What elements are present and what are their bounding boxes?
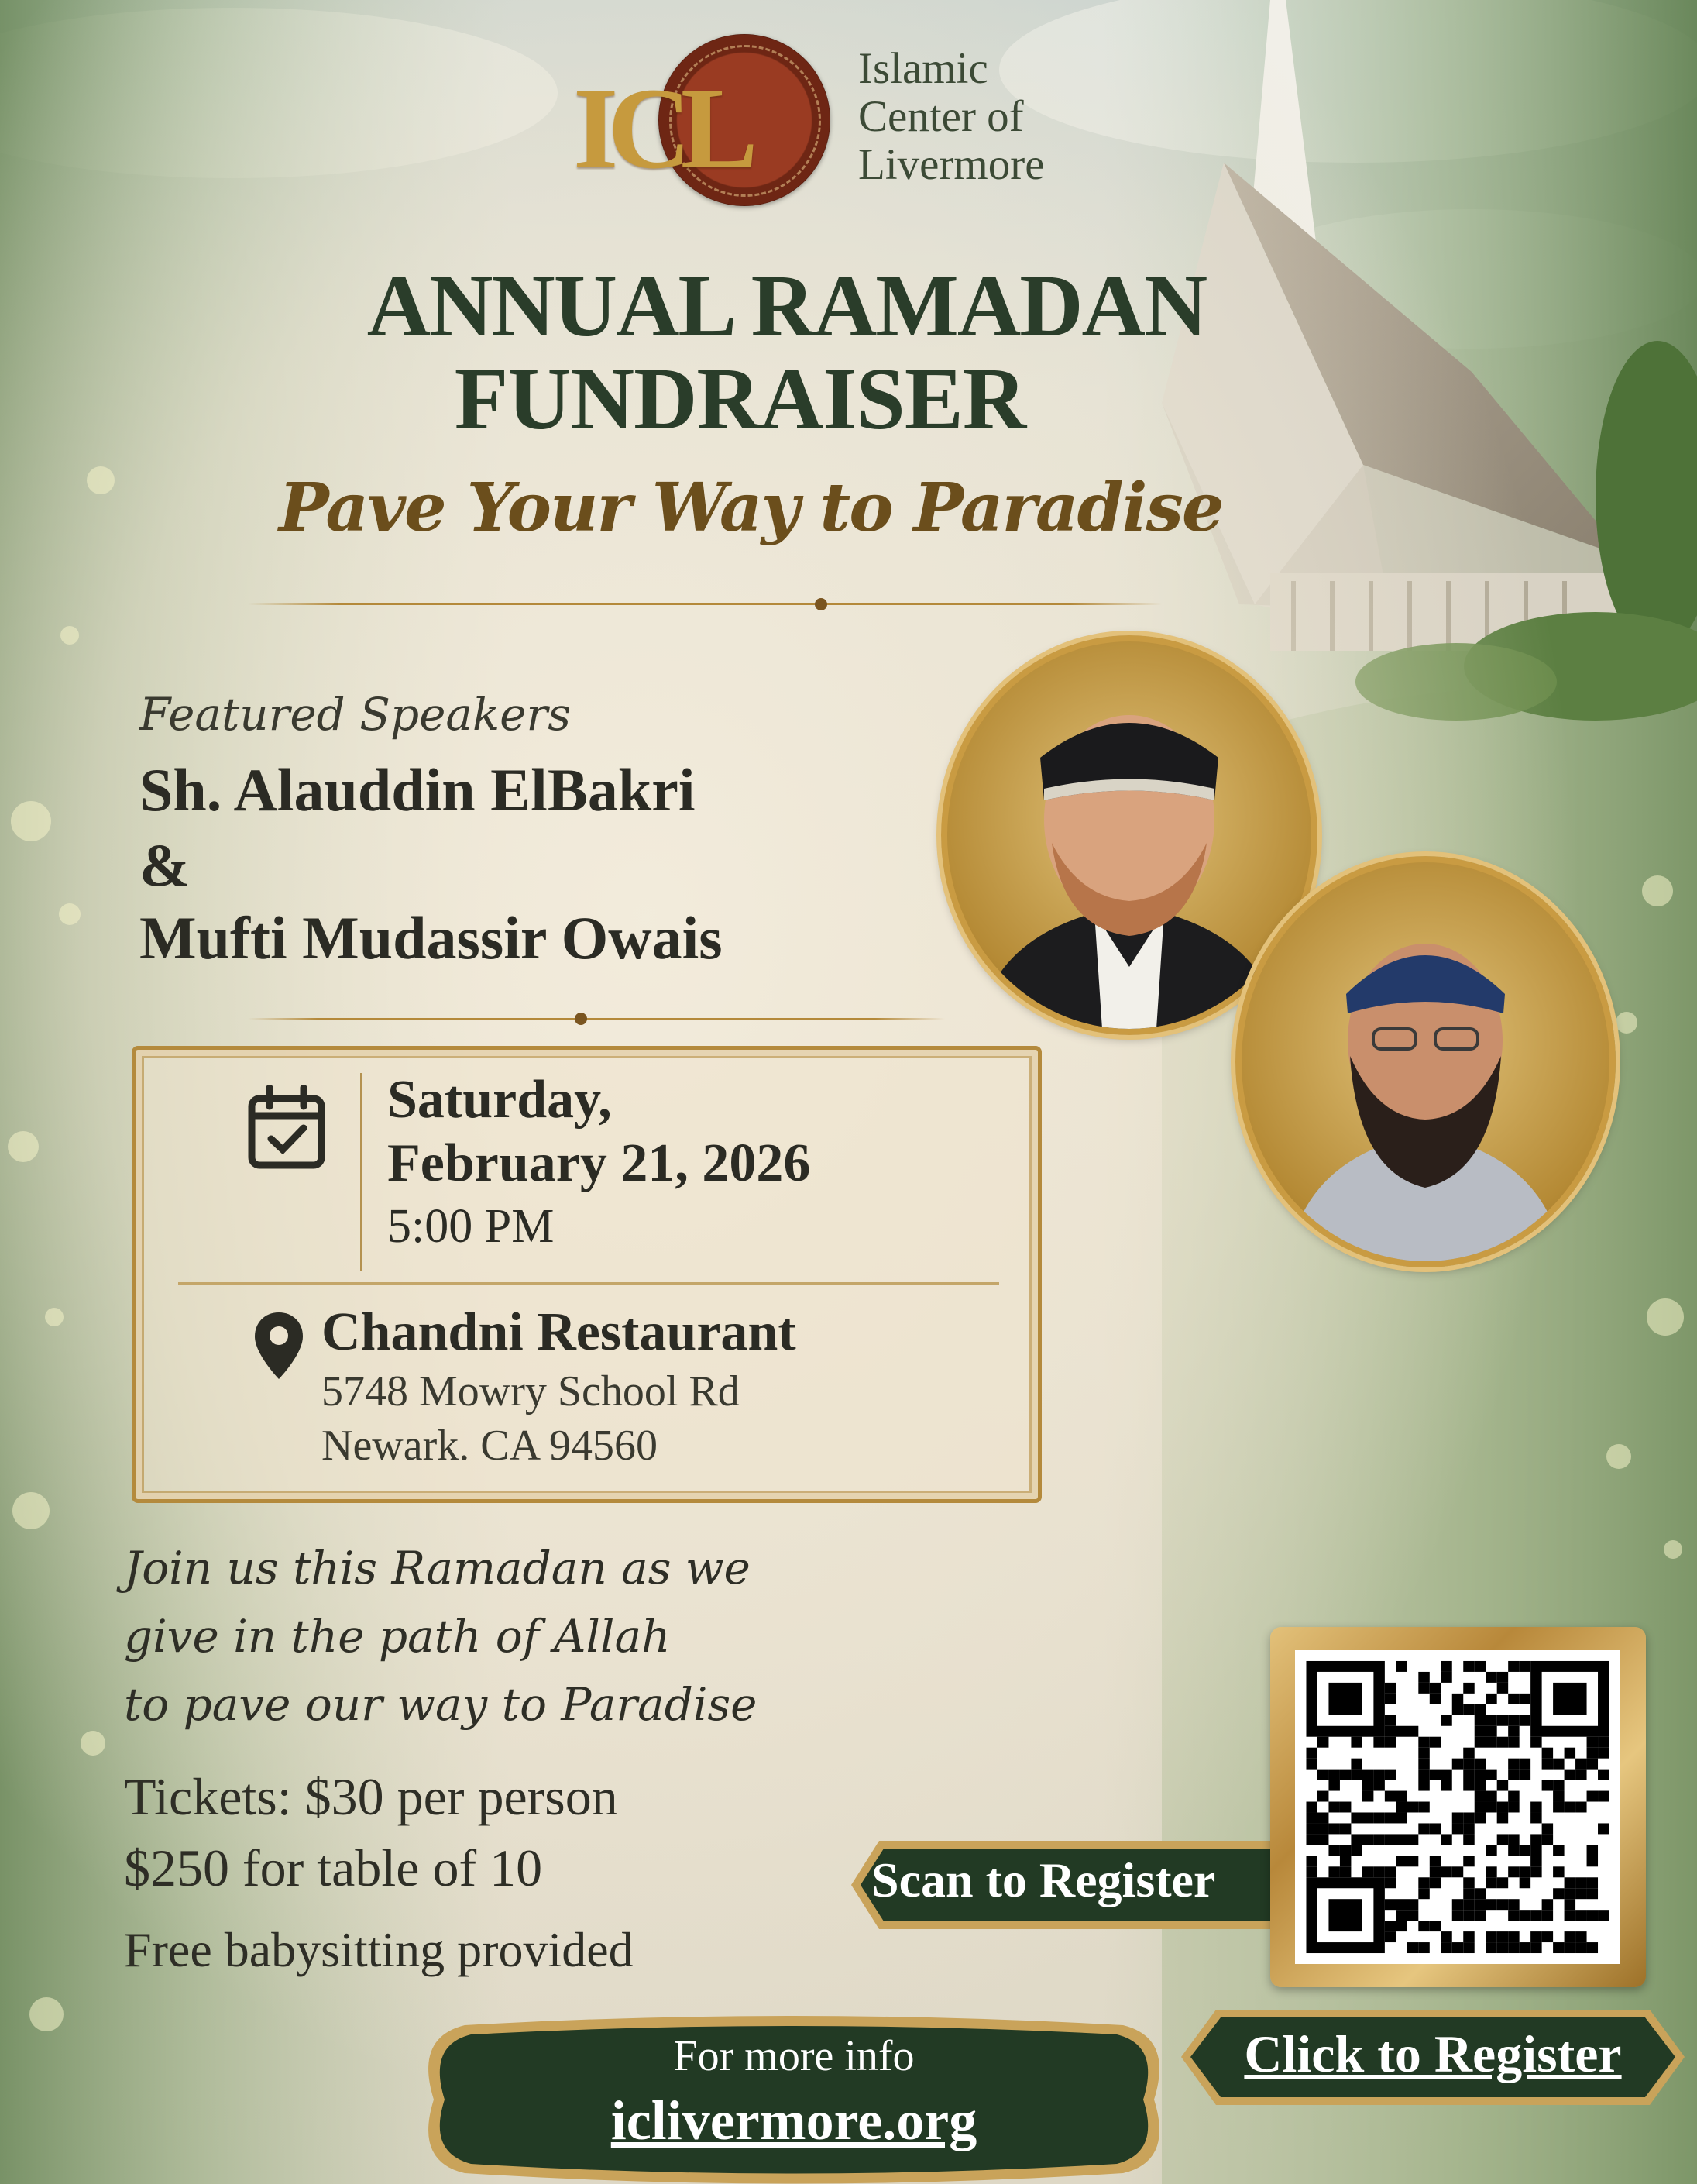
event-date: February 21, 2026	[387, 1133, 811, 1193]
divider	[248, 603, 1162, 605]
event-title-line1: ANNUAL RAMADAN	[366, 256, 1207, 355]
scan-to-register-banner	[848, 1835, 1282, 1935]
speaker-1-name: Sh. Alauddin ElBakri	[139, 756, 696, 824]
organization-name: Islamic Center of Livermore	[858, 44, 1045, 189]
scan-to-register-label: Scan to Register	[871, 1852, 1216, 1907]
babysitting-note: Free babysitting provided	[124, 1922, 634, 1977]
click-to-register-label: Click to Register	[1244, 2024, 1622, 2083]
ticket-price-table: $250 for table of 10	[124, 1838, 543, 1897]
logo-monogram: ICL	[573, 64, 747, 193]
qr-code[interactable]	[1295, 1650, 1620, 1964]
divider-ornament	[815, 598, 827, 610]
horizontal-divider	[178, 1282, 999, 1285]
event-time: 5:00 PM	[387, 1200, 555, 1253]
divider-ornament	[575, 1013, 587, 1025]
invitation-line3: to pave our way to Paradise	[124, 1678, 757, 1731]
calendar-check-icon	[248, 1085, 325, 1170]
map-pin-icon	[252, 1309, 306, 1383]
speaker-2-name: Mufti Mudassir Owais	[139, 904, 723, 972]
more-info-label: For more info	[673, 2032, 915, 2080]
divider	[248, 1018, 945, 1020]
invitation-line1: Join us this Ramadan as we	[124, 1542, 751, 1594]
venue-name: Chandni Restaurant	[321, 1302, 796, 1362]
invitation-line2: give in the path of Allah	[124, 1610, 671, 1663]
event-day: Saturday,	[387, 1070, 612, 1130]
event-tagline: Pave Your Way to Paradise	[279, 469, 1223, 547]
venue-address-line1: 5748 Mowry School Rd	[321, 1367, 740, 1415]
featured-speakers-label: Featured Speakers	[139, 688, 571, 741]
vertical-divider	[360, 1073, 362, 1271]
venue-address-line2: Newark. CA 94560	[321, 1422, 658, 1470]
speaker-2-photo	[1235, 856, 1616, 1267]
more-info-banner	[411, 2014, 1177, 2184]
click-to-register-button[interactable]	[1177, 2005, 1688, 2110]
ticket-price-individual: Tickets: $30 per person	[124, 1767, 618, 1826]
website-link[interactable]: iclivermore.org	[610, 2089, 977, 2151]
organization-logo	[573, 31, 1115, 209]
speaker-connector: &	[139, 831, 190, 899]
event-title-line2: FUNDRAISER	[454, 349, 1026, 448]
